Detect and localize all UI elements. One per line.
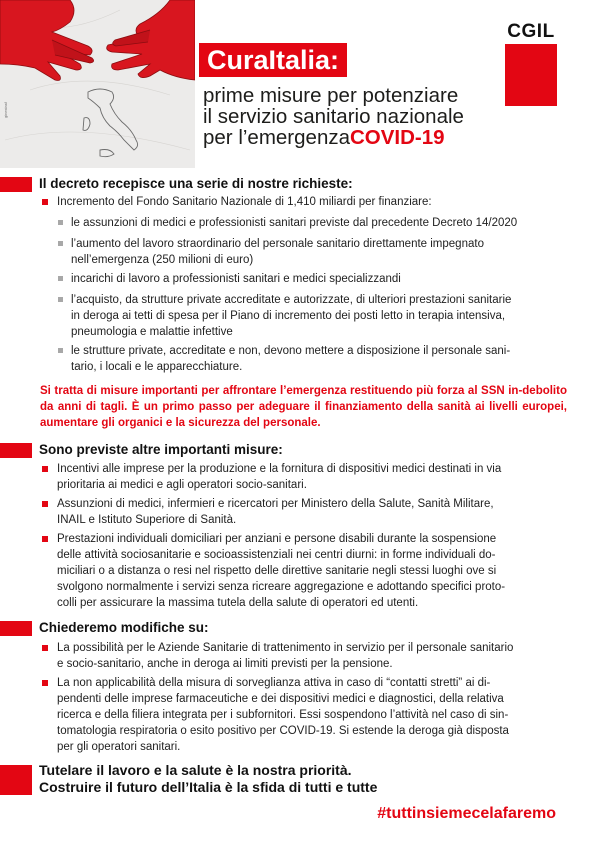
text-line: svolgono normalmente i servizi senza ricreare aggregazione e adottando specifici proto- xyxy=(57,581,506,593)
subtitle-line-1: prime misure per potenziare xyxy=(203,84,459,107)
text-line: tomatologia respiratoria o esito positivo per COVID-19. Si estende la deroga già disposta xyxy=(57,725,509,737)
list-item-home-care xyxy=(57,531,567,611)
closing-statement xyxy=(39,762,377,796)
section-bar-2 xyxy=(0,443,32,458)
text-line: tario, i locali e le apparecchiature. xyxy=(71,361,243,373)
text-line: per gli operatori sanitari. xyxy=(57,741,181,753)
subtitle-line-3 xyxy=(203,127,503,148)
text-line: Prestazioni individuali domiciliari per anziani e persone disabili durante la sospensione xyxy=(57,533,497,545)
list-item-hiring xyxy=(57,496,567,528)
text-line: Incentivi alle imprese per la produzione e la fornitura di dispositivi medici destinati in via xyxy=(57,463,502,475)
text-line: e socio-sanitario, anche in deroga ai limiti previsti per la pensione. xyxy=(57,658,393,670)
sub-item-purchase xyxy=(71,292,567,340)
text-line: prioritaria ai medici e agli operatori socio-sanitari. xyxy=(57,479,307,491)
bullet-icon xyxy=(42,199,48,205)
subtitle-line-3-text: per l’emergenza xyxy=(203,126,350,149)
sub-bullet-icon xyxy=(58,297,63,302)
section-bar-1 xyxy=(0,177,32,192)
text-line: l’acquisto, da strutture private accreditate e autorizzate, di ulteriori prestazioni sanitarie xyxy=(71,294,512,306)
logo-red-block xyxy=(505,44,557,106)
sub-item-private-structures xyxy=(71,343,567,375)
text-line: le assunzioni di medici e professionisti sanitari previste dal precedente Decreto 14/2020 xyxy=(71,217,518,229)
bullet-icon xyxy=(42,536,48,542)
text-line: miciliari o a distanza o resi nel rispetto delle direttive sanitarie negli stessi luoghi ove si xyxy=(57,565,497,577)
text-line: le strutture private, accreditate e non, devono mettere a disposizione il personale sani- xyxy=(71,345,511,357)
text-line: pendenti delle imprese farmaceutiche e dei dispositivi medici e diagnostici, della relativa xyxy=(57,693,504,705)
text-line: in deroga ai tetti di spesa per il Piano di incremento dei posti letto in terapia intensiva, xyxy=(71,310,506,322)
section-heading-measures: Sono previste altre importanti misure: xyxy=(39,442,283,457)
bullet-icon xyxy=(42,501,48,507)
bullet-icon xyxy=(42,680,48,686)
text-line: delle attività sociosanitarie e socioassistenziali nei centri diurni: in forme individuali do- xyxy=(57,549,496,561)
list-item-surveillance xyxy=(57,675,567,755)
text-line: La non applicabilità della misura di sorveglianza attiva in caso di “contatti stretti” ai di- xyxy=(57,677,491,689)
cgil-logo xyxy=(505,22,557,106)
logo-text: CGIL xyxy=(507,21,555,42)
sub-bullet-icon xyxy=(58,220,63,225)
text-line: ricerca e della filiera integrata per i subfornitori. Essi sospendono l’attività nel caso di sin- xyxy=(57,709,509,721)
text-line: incarichi di lavoro a professionisti sanitari e medici specializzandi xyxy=(71,273,401,285)
subtitle-line-2: il servizio sanitario nazionale xyxy=(203,105,464,128)
sub-item-hiring xyxy=(71,215,567,231)
text-line: l’aumento del lavoro straordinario del personale sanitario direttamente impegnato xyxy=(71,238,484,250)
page-title: CuraItalia: xyxy=(199,43,347,77)
sub-item-overtime xyxy=(71,236,567,268)
subtitle-covid-highlight: COVID-19 xyxy=(350,126,445,149)
list-item-fund: Incremento del Fondo Sanitario Nazionale di 1,410 miliardi per finanziare: xyxy=(57,196,432,208)
section-heading-changes: Chiederemo modifiche su: xyxy=(39,620,209,635)
sub-item-assignments xyxy=(71,271,567,287)
illustration-credit: ginestra/i xyxy=(3,101,8,118)
closing-line-2: Costruire il futuro dell’Italia è la sfida di tutti e tutte xyxy=(39,779,378,795)
sub-bullet-icon xyxy=(58,348,63,353)
bullet-icon xyxy=(42,645,48,651)
list-item-incentives xyxy=(57,461,567,493)
closing-line-1: Tutelare il lavoro e la salute è la nostra priorità. xyxy=(39,762,352,778)
text-line: Assunzioni di medici, infermieri e ricercatori per Ministero della Salute, Sanità Militare, xyxy=(57,498,494,510)
section-bar-3 xyxy=(0,621,32,636)
text-line: nell’emergenza (250 milioni di euro) xyxy=(71,254,254,266)
header-illustration xyxy=(0,0,195,168)
text-line: INAIL e Istituto Superiore di Sanità. xyxy=(57,514,237,526)
text-line: La possibilità per le Aziende Sanitarie di trattenimento in servizio per il personale sanitario xyxy=(57,642,514,654)
closing-bar xyxy=(0,765,32,795)
page-subtitle xyxy=(203,85,503,148)
sub-bullet-icon xyxy=(58,276,63,281)
section-heading-requests: Il decreto recepisce una serie di nostre richieste: xyxy=(39,176,353,191)
text-line: colli per assicurare la massima tutela della salute di operatori ed utenti. xyxy=(57,597,419,609)
hashtag: #tuttinsiemecelafaremo xyxy=(377,805,556,822)
highlight-paragraph: Si tratta di misure importanti per affrontare l’emergenza restituendo più forza al SSN in-debolito da anni di tagli. È un primo passo per adeguare il finanziamento della sanità ai livelli europei, aumentare gli organici e la sicurezza del personale. xyxy=(40,385,567,429)
bullet-icon xyxy=(42,466,48,472)
list-item-retention xyxy=(57,640,567,672)
sub-bullet-icon xyxy=(58,241,63,246)
text-line: pneumologia e malattie infettive xyxy=(71,326,233,338)
